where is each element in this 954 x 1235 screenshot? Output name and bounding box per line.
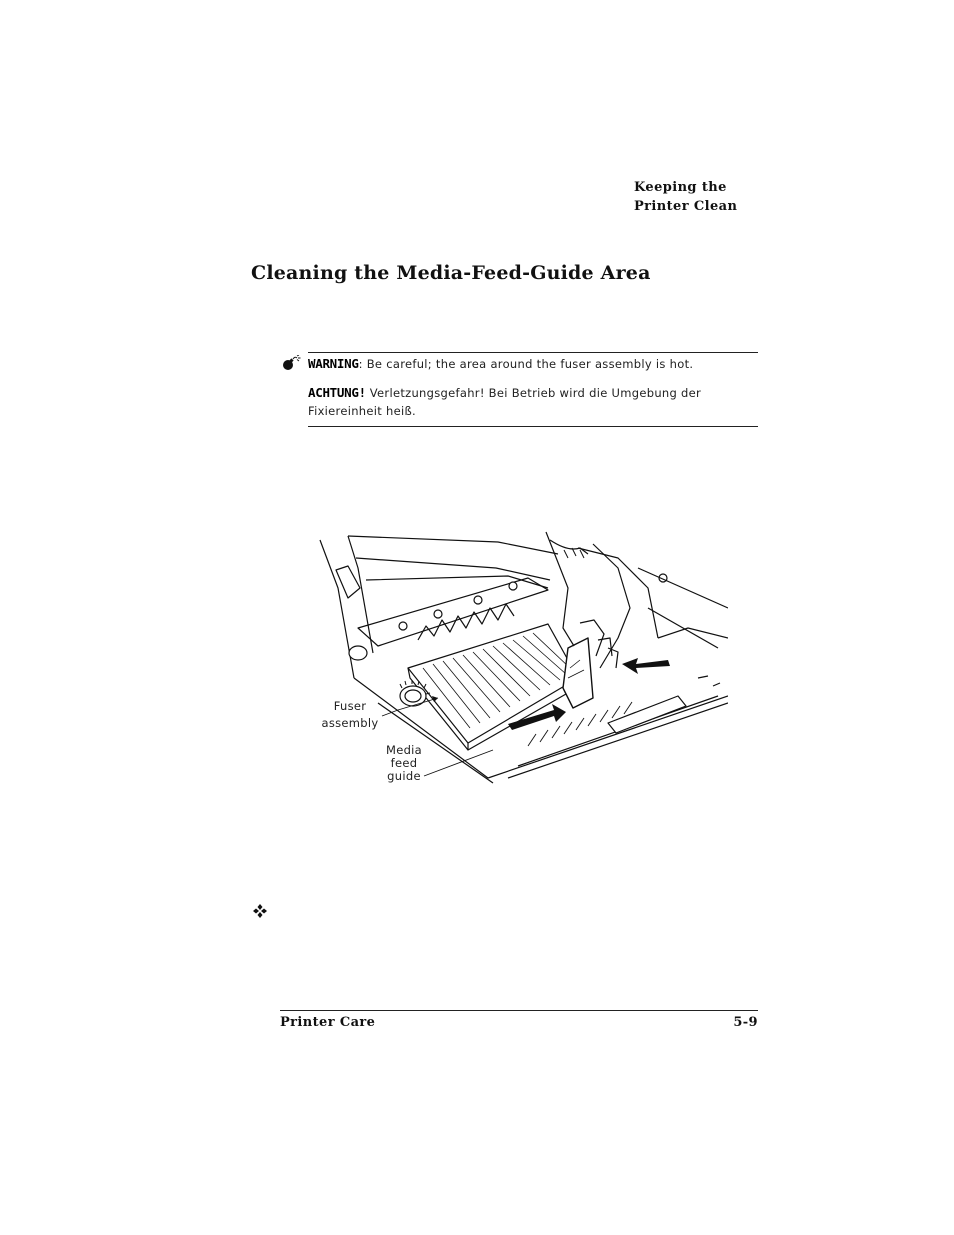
warning-label: WARNING — [308, 356, 359, 371]
warning-top-rule — [308, 352, 758, 353]
footer-page-number: 5-9 — [733, 1015, 758, 1030]
warning-bottom-rule — [308, 426, 758, 427]
warning-german-line-1 — [308, 385, 701, 400]
footer-chapter: Printer Care — [280, 1015, 376, 1030]
running-head-line-2: Printer Clean — [634, 199, 738, 214]
callout-media-line-2: feed — [390, 756, 418, 770]
achtung-label: ACHTUNG! — [308, 385, 366, 400]
callout-fuser-line-1: Fuser — [333, 699, 367, 713]
section-title: Cleaning the Media-Feed-Guide Area — [251, 262, 651, 284]
footer-rule — [280, 1010, 758, 1011]
callout-media-line-3: guide — [387, 769, 421, 783]
running-head — [634, 178, 774, 216]
callout-fuser-line-2: assembly — [321, 716, 379, 730]
warning-text: : Be careful; the area around the fuser assembly is hot. — [358, 357, 694, 371]
callout-media-line-1: Media — [385, 743, 423, 757]
callout-fuser-assembly — [316, 700, 384, 730]
callout-media-feed-guide — [380, 744, 428, 783]
warning-english — [308, 356, 693, 371]
running-head-line-1: Keeping the — [634, 180, 727, 195]
warning-german-line-2: Fixiereinheit heiß. — [308, 404, 416, 418]
bomb-warning-icon — [281, 355, 301, 371]
four-diamond-icon — [251, 902, 269, 920]
achtung-text-1: Verletzungsgefahr! Bei Betrieb wird die Umgebung der — [365, 386, 702, 400]
